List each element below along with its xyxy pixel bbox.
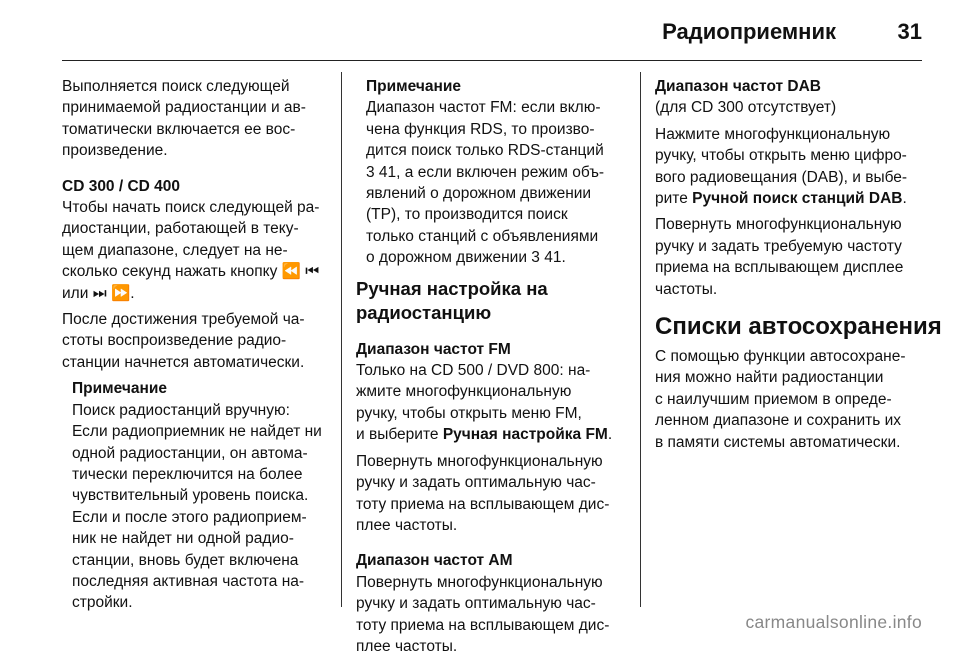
text-line: станции, вновь будет включена [72,551,299,569]
page-number: 31 [897,19,922,44]
text-line: Если и после этого радиоприем- [72,508,307,526]
seek-back-icon: ⏪ ⏮ [281,263,320,281]
text-line: приема на всплывающем дисплее [655,259,904,277]
text-line: Только на CD 500 / DVD 800: на- [356,362,591,380]
text-line: дится поиск только RDS-станций [366,142,604,160]
text-line: ник не найдет ни одной радио- [72,530,294,548]
text-line [655,188,927,209]
text-line: плее частоты. [356,637,458,655]
text-line: ния можно найти радиостанции [655,369,884,387]
text-line: ручку, чтобы открыть меню цифро- [655,147,907,165]
note-title: Примечание [366,78,461,95]
text-line: частоты. [655,280,718,298]
text-line: только станций с объявлениями [366,227,599,245]
text-line: Диапазон частот FM: если вклю- [366,99,601,117]
text-line: С помощью функции автосохране- [655,348,906,366]
paragraph [62,197,326,304]
paragraph [62,309,326,373]
text-line: тически переключится на более [72,465,303,483]
text-line [356,424,626,445]
text-segment: или [62,284,89,302]
text-line: томатически включается ее вос- [62,120,296,138]
text-line: Поиск радиостанций вручную: [72,401,290,419]
subheading-cd: CD 300 / CD 400 [62,177,181,195]
text-line: в памяти системы автоматически. [655,433,901,451]
text-line: щем диапазоне, следует на не- [62,241,288,259]
text-line: стоты воспроизведение радио- [62,332,287,350]
page-title: Радиоприемник [662,19,836,44]
text-line: о дорожном движении 3 41. [366,249,566,267]
text-line: ручку и задать требуемую частоту [655,237,902,255]
section-heading: Ручная настройка на [356,277,548,299]
watermark-text: carmanualsonline.info [745,612,922,632]
text-line: жмите многофункциональную [356,383,572,401]
text-line: 3 41, а если включен режим объ- [366,163,605,181]
text-line: ручку и задать оптимальную час- [356,474,596,492]
text-line: вого радиовещания (DAB), и выбе- [655,168,908,186]
text-line: ленном диапазоне и сохранить их [655,412,902,430]
text-line: одной радиостанции, он автома- [72,444,308,462]
text-line: ручку и задать оптимальную час- [356,595,596,613]
text-line: Повернуть многофункциональную [655,216,902,234]
page-header [62,0,922,61]
text-line: диостанции, работающей в теку- [62,220,299,238]
note-block [356,76,626,269]
subheading-am: Диапазон частот AM [356,552,513,570]
text-line [62,261,326,282]
text-segment: . [902,190,907,208]
column-divider [640,72,641,607]
note-title: Примечание [72,380,167,398]
text-line: Повернуть многофункциональную [356,573,603,591]
text-line: станции начнется автоматически. [62,353,305,371]
column-divider [341,72,342,607]
text-line [62,283,326,304]
text-line: тоту приема на всплывающем дис- [356,495,610,513]
column-3 [655,76,942,453]
text-line: чувствительный уровень поиска. [72,487,309,505]
text-line: Если радиоприемник не найдет ни [72,423,322,441]
text-segment: рите [655,190,688,208]
text-line: Повернуть многофункциональную [356,452,603,470]
column-2 [356,76,626,657]
subheading-dab: Диапазон частот DAB [655,78,822,95]
section-heading: Списки автосохранения [655,313,942,341]
text-line: плее частоты. [356,516,458,534]
text-line: последняя активная частота на- [72,572,305,590]
seek-forward-icon: ⏭ ⏩. [92,284,135,302]
text-line: (для CD 300 отсутствует) [655,99,837,117]
text-line: ручку, чтобы открыть меню FM, [356,404,582,422]
text-segment: сколько секунд нажать кнопку [62,263,278,281]
text-line: принимаемой радиостанции и ав- [62,99,306,117]
column-1 [62,76,326,614]
text-segment: и выберите [356,426,439,444]
text-segment: . [607,426,613,444]
text-line: После достижения требуемой ча- [62,311,305,329]
text-line: тоту приема на всплывающем дис- [356,616,610,634]
text-line: с наилучшим приемом в опреде- [655,390,892,408]
subheading-fm: Диапазон частот FM [356,340,511,358]
paragraph [62,76,326,162]
section-heading: радиостанцию [356,301,492,323]
text-line: Чтобы начать поиск следующей ра- [62,199,320,217]
note-block [62,378,326,613]
text-line: Нажмите многофункциональную [655,125,891,143]
menu-item-reference: Ручной поиск станций DAB [692,190,903,208]
text-line: стройки. [72,594,133,612]
menu-item-reference: Ручная настройка FM [442,426,608,444]
text-line: явлений о дорожном движении [366,185,592,203]
text-line: Выполняется поиск следующей [62,78,290,95]
text-line: (TP), то производится поиск [366,206,568,224]
text-line: чена функция RDS, то произво- [366,120,595,138]
text-line: произведение. [62,142,168,160]
